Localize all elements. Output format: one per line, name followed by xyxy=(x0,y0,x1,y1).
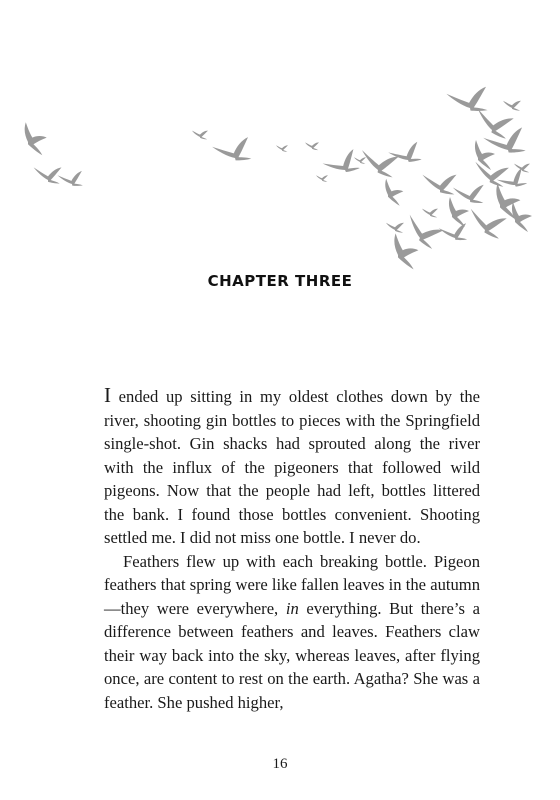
paragraph xyxy=(104,384,480,550)
chapter-title: CHAPTER THREE xyxy=(207,272,353,290)
paragraph-text: everything. But there’s a difference between feathers and leaves. Feathers claw their way back into the sky, whereas leaves, after flying once, are content to rest on the earth. Agatha? She was a feather. She pushed higher, xyxy=(104,598,480,712)
chapter-body-text xyxy=(104,384,480,714)
paragraph xyxy=(104,550,480,715)
paragraph-text: Feathers flew up with each breaking bottle. Pigeon feathers that spring were like fallen leaves in the autumn—they were everywhere, xyxy=(104,551,480,618)
emphasized-word: in xyxy=(285,598,299,618)
paragraph-text: ended up sitting in my oldest clothes down by the river, shooting gin bottles to pieces with the Springfield single-shot. Gin shacks had sprouted along the river with the influx of the pigeoners that followed wild pigeons. Now that the people had left, bottles littered the bank. I found those bottles convenient. Shooting settled me. I did not miss one bottle. I never do. xyxy=(104,387,480,547)
flock-of-pigeons-illustration xyxy=(0,80,560,280)
bird-group xyxy=(25,87,532,270)
page-number: 16 xyxy=(272,756,288,772)
paragraph-initial: I xyxy=(104,383,111,407)
